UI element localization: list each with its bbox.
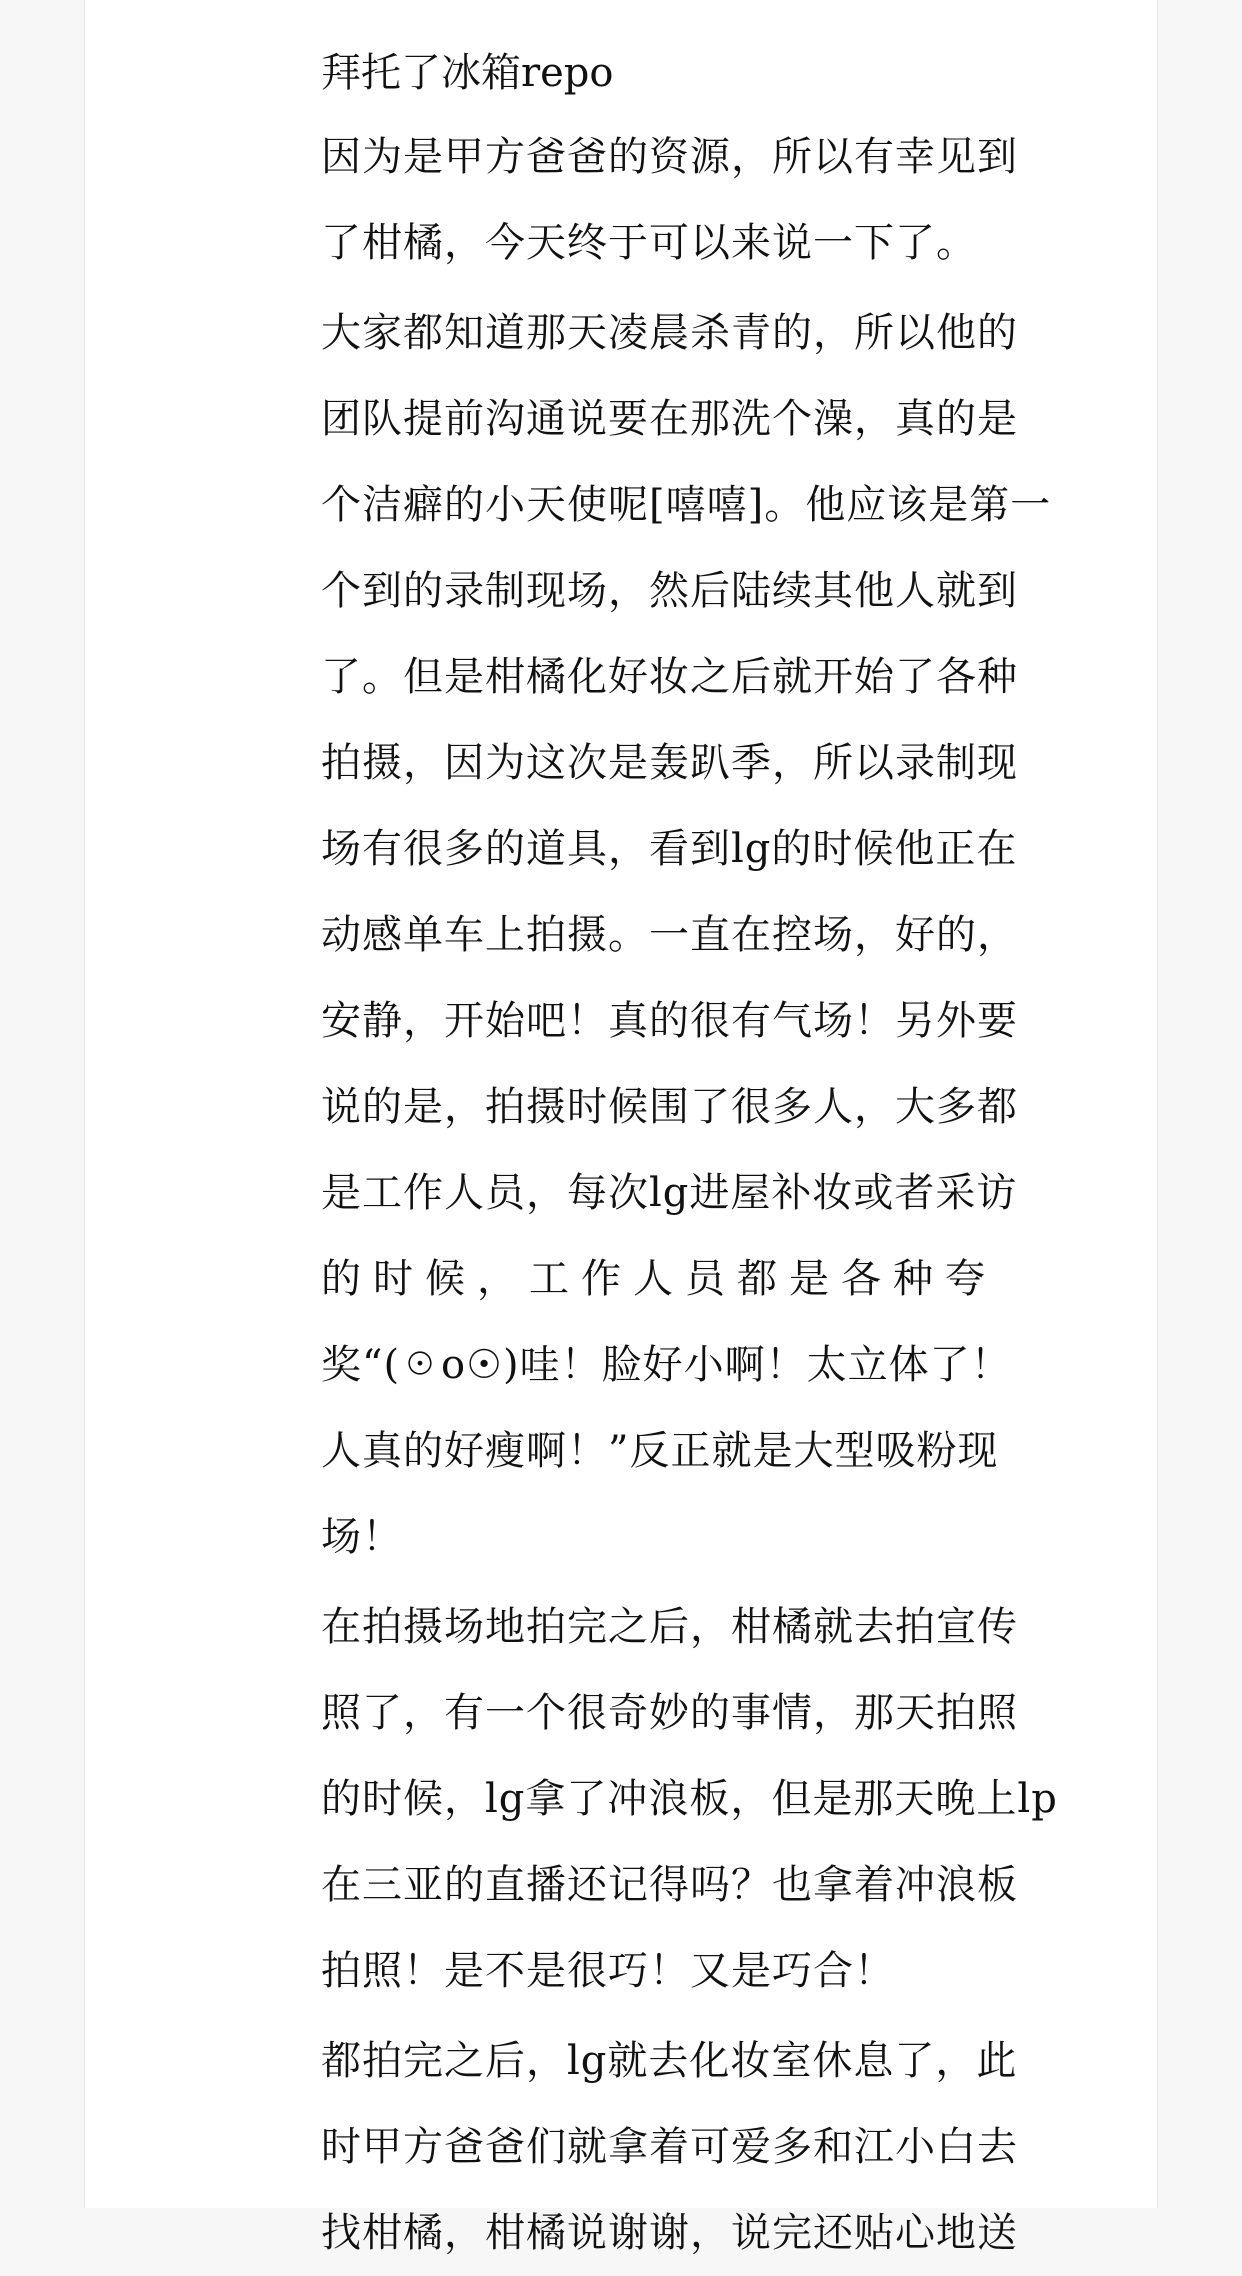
text-line: 说的是，拍摄时候围了很多人，大多都 — [321, 1084, 1018, 1130]
text-line: 找柑橘，柑橘说谢谢，说完还贴心地送 — [321, 2210, 1018, 2256]
text-line: 奖“(☉o☉)哇！脸好小啊！太立体了！ — [321, 1342, 1012, 1388]
article-page — [84, 0, 1158, 2256]
text-line: 的时候，工作人员都是各种夸 — [321, 1256, 997, 1302]
text-line: 人真的好瘦啊！”反正就是大型吸粉现 — [321, 1428, 999, 1474]
text-line: 个到的录制现场，然后陆续其他人就到 — [321, 568, 1018, 614]
article-content — [321, 36, 1093, 2276]
text-line: 因为是甲方爸爸的资源，所以有幸见到 — [321, 134, 1018, 180]
paragraph-1 — [321, 114, 1093, 286]
text-line: 了柑橘，今天终于可以来说一下了。 — [321, 220, 977, 266]
text-line: 了。但是柑橘化好妆之后就开始了各种 — [321, 654, 1018, 700]
text-line: 拍照！是不是很巧！又是巧合！ — [321, 1948, 895, 1994]
text-line: 都拍完之后，lg就去化妆室休息了，此 — [321, 2038, 1018, 2084]
text-line: 个洁癖的小天使呢[嘻嘻]。他应该是第一 — [321, 482, 1052, 528]
text-line: 团队提前沟通说要在那洗个澡，真的是 — [321, 396, 1018, 442]
text-line: 是工作人员，每次lg进屋补妆或者采访 — [321, 1170, 1018, 1216]
text-line: 的时候，lg拿了冲浪板，但是那天晚上lp — [321, 1776, 1058, 1822]
text-line: 大家都知道那天凌晨杀青的，所以他的 — [321, 310, 1018, 356]
paragraph-3 — [321, 1584, 1093, 2014]
text-line: 场！ — [321, 1514, 403, 1560]
text-line: 照了，有一个很奇妙的事情，那天拍照 — [321, 1690, 1018, 1736]
text-line: 场有很多的道具，看到lg的时候他正在 — [321, 826, 1018, 872]
text-line: 动感单车上拍摄。一直在控场，好的， — [321, 912, 1018, 958]
article-title: 拜托了冰箱repo — [321, 50, 614, 96]
paragraph-4 — [321, 2018, 1093, 2276]
text-line: 拍摄，因为这次是轰趴季，所以录制现 — [321, 740, 1018, 786]
text-line: 在拍摄场地拍完之后，柑橘就去拍宣传 — [321, 1604, 1018, 1650]
paragraph-2 — [321, 290, 1093, 1580]
text-line: 安静，开始吧！真的很有气场！另外要 — [321, 998, 1018, 1044]
text-line: 在三亚的直播还记得吗？也拿着冲浪板 — [321, 1862, 1018, 1908]
text-line: 时甲方爸爸们就拿着可爱多和江小白去 — [321, 2124, 1018, 2170]
